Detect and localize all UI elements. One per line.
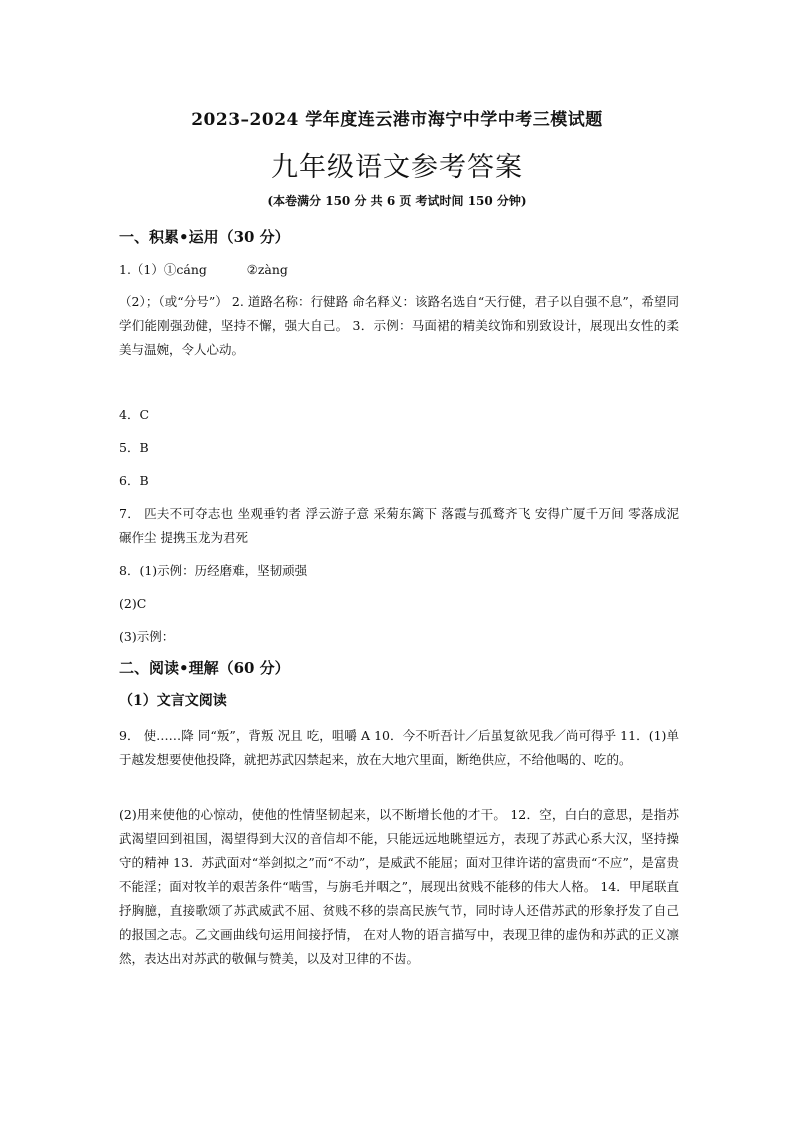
answer-q9-q11-1: 9． 使……降 同“叛”，背叛 况且 吃，咀嚼 A 10．今不听吾计／后虽复欲见我／尚可得乎 11．(1)单于越发想要使他投降，就把苏武囚禁起来，放在大地穴里面，断绝供应，不给他喝的、吃的。: [119, 728, 679, 767]
exam-info-subtitle: (本卷满分 150 分 共 6 页 考试时间 150 分钟): [267, 194, 527, 208]
answer-q6: 6．B: [119, 473, 149, 488]
answer-q8-3: (3)示例：: [119, 629, 175, 644]
section-heading-accumulation: 一、积累•运用（30 分）: [119, 228, 290, 246]
answer-q4: 4．C: [119, 407, 150, 422]
section-heading-reading: 二、阅读•理解（60 分）: [119, 659, 290, 677]
answer-q1-pinyin: 1.（1）①cáng ②zàng: [119, 262, 288, 277]
answer-q1-q3: （2）；（或“分号”） 2. 道路名称：行健路 命名释义：该路名选自“天行健，君子以自强不息”，希望同学们能刚强劲健，坚持不懈，强大自己。 3．示例：马面裙的精美纹饰和别致设计，展现出女性的柔美与温婉，令人心动。: [119, 294, 679, 357]
answer-q8-2: (2)C: [119, 596, 147, 611]
page-title: 九年级语文参考答案: [271, 152, 523, 183]
exam-title: 2023–2024 学年度连云港市海宁中学中考三模试题: [191, 110, 603, 130]
answer-q8-1: 8．(1)示例：历经磨难，坚韧顽强: [119, 563, 308, 578]
subsection-heading-classical-chinese: （1）文言文阅读: [119, 693, 227, 709]
answer-q7-poetry: 7． 匹夫不可夺志也 坐观垂钓者 浮云游子意 采菊东篱下 落霞与孤鹜齐飞 安得广厦千万间 零落成泥碾作尘 提携玉龙为君死: [119, 506, 679, 545]
answer-q5: 5．B: [119, 440, 149, 455]
answer-q11-2-q14: (2)用来使他的心惊动，使他的性情坚韧起来，以不断增长他的才干。 12．空，白白的意思，是指苏武渴望回到祖国，渴望得到大汉的音信却不能，只能远远地眺望远方，表现了苏武心系大汉，坚持操守的精神 13．苏武面对“举剑拟之”而“不动”，是威武不能屈；面对卫律许诺的富贵而“不应”，是富贵不能淫；面对牧羊的艰苦条件“啮雪，与旃毛并咽之”，展现出贫贱不能移的伟大人格。 14．甲尾联直抒胸臆，直接歌颂了苏武威武不屈、贫贱不移的崇高民族气节，同时诗人还借苏武的形象抒发了自己的报国之志。乙文画曲线句运用间接抒情， 在对人物的语言描写中，表现卫律的虚伪和苏武的正义凛然，表达出对苏武的敬佩与赞美，以及对卫律的不齿。: [119, 807, 679, 966]
